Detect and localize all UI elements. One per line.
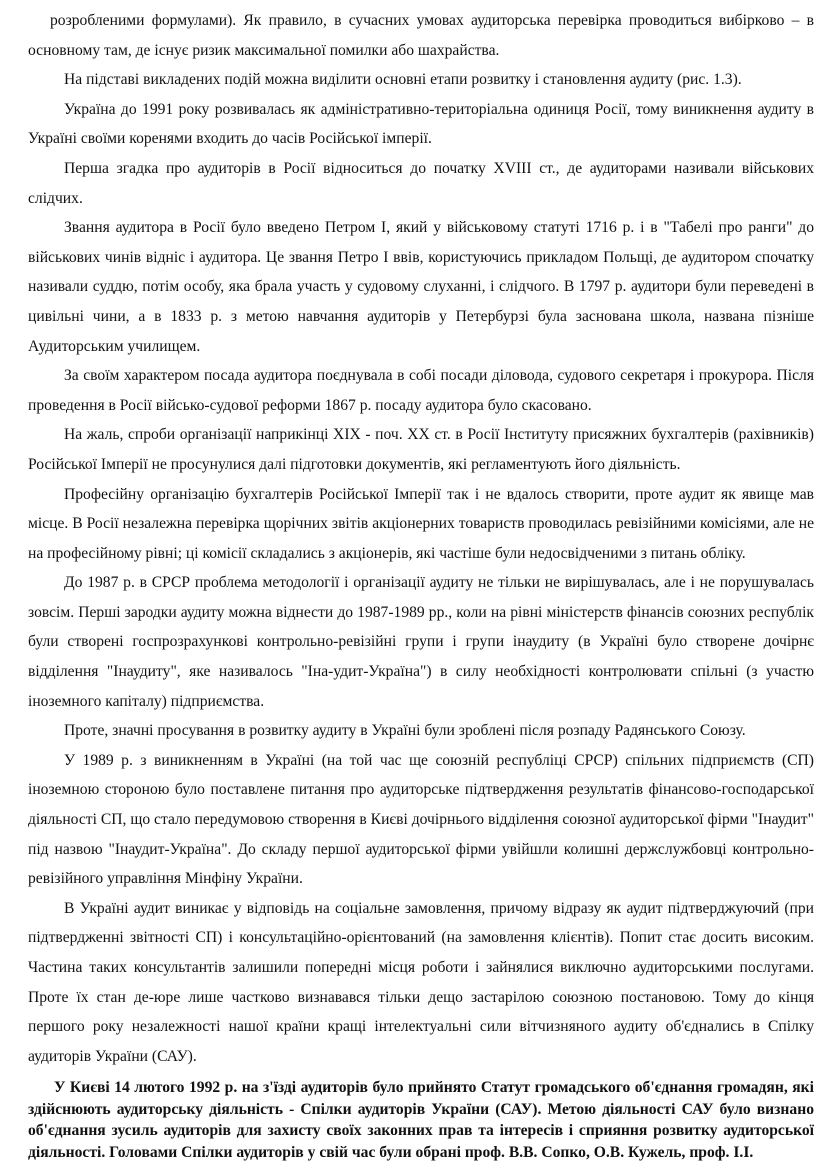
paragraph-peter-i: Звання аудитора в Росії було введено Петром I, який у військовому статуті 1716 р. і в "Табелі про ранги" до військових чинів відніс і аудитора. Це звання Петро I ввів, користуючись прикладом Польщі, де аудитором спочатку називали суддю, потім особу, яка брала участь у судовому слуханні, і слідчого. В 1797 р. аудитори були переведені в цивільні чини, а в 1833 р. з метою навчання аудиторів у Петербурзі була заснована школа, названа пізніше Аудиторським училищем. xyxy=(28,219,814,355)
paragraph-institute-attempt: На жаль, спроби організації наприкінці XIX - поч. XX ст. в Росії Інституту присяжних бухгалтерів (рахівників) Російської Імперії не просунулися далі підготовки документів, які регламентують його діяльність. xyxy=(28,426,814,473)
paragraph-ussr-1987: До 1987 р. в СРСР проблема методології і організації аудиту не тільки не вирішувалась, але і не порушувалась зовсім. Перші зародки аудиту можна віднести до 1987-1989 рр., коли на рівні міністерств фінансів союзних республік були створені госпрозрахункові контрольно-ревізійні групи і групи інаудиту (в Україні було створене дочірнє відділення "Інаудиту", яке називалось "Іна-удит-Україна") в силу необхідності контролювати спільні (з участю іноземного капіталу) підприємства. xyxy=(28,574,814,710)
paragraph-progress: Проте, значні просування в розвитку аудиту в Україні були зроблені після розпаду Радянського Союзу. xyxy=(64,722,746,740)
paragraph-continuation: розробленими формулами). Як правило, в сучасних умовах аудиторська перевірка проводиться вибірково – в основному там, де існує ризик максимальної помилки або шахрайства. xyxy=(28,12,814,59)
paragraph-auditor-role: За своїм характером посада аудитора поєднувала в собі посади діловода, судового секретаря і прокурора. Після проведення в Росії військо-судової реформи 1867 р. посаду аудитора було скасовано. xyxy=(28,367,814,414)
paragraph-statute-1992: У Києві 14 лютого 1992 р. на з'їзді аудиторів було прийнято Статут громадського об'єднання громадян, які здійснюють аудиторську діяльність - Спілки аудиторів України (САУ). Метою діяльності САУ було визнано об'єднання зусиль аудиторів для захисту своїх законних прав та інтересів і сприяння розвитку аудиторської діяльності. Головами Спілки аудиторів у свій час були обрані проф. В.В. Сопко, О.В. Кужель, проф. І.І. xyxy=(28,1079,814,1161)
paragraph-social-demand: В Україні аудит виникає у відповідь на соціальне замовлення, причому відразу як аудит підтверджуючий (при підтвердженні звітності СП) і консультаційно-орієнтований (на замовлення клієнтів). Попит стає досить високим. Частина таких консультантів залишили попередні місця роботи і зайнялися виключно аудиторськими послугами. Проте їх стан де-юре лише частково визнавався тільки дещо застарілою союзною постановою. Тому до кінця першого року незалежності нашої країни кращі інтелектуальні сили вітчизняного аудиту об'єднались в Спілку аудиторів України (САУ). xyxy=(28,899,814,1065)
document-page xyxy=(28,6,814,1163)
paragraph-stages: На підставі викладених подій можна виділити основні етапи розвитку і становлення аудиту (рис. 1.3). xyxy=(64,71,742,89)
paragraph-first-mention: Перша згадка про аудиторів в Росії відноситься до початку XVIII ст., де аудиторами називали військових слідчих. xyxy=(28,159,814,207)
paragraph-ukraine-1991: Україна до 1991 року розвивалась як адміністративно-територіальна одиниця Росії, тому виникнення аудиту в Україні своїми коренями входить до часів Російської імперії. xyxy=(28,100,814,148)
paragraph-professional-org: Професійну організацію бухгалтерів Російської Імперії так і не вдалось створити, проте аудит як явище мав місце. В Росії незалежна перевірка щорічних звітів акціонерних товариств проводилась ревізійними комісіями, але не на професійному рівні; ці комісії складались з акціонерів, які частіше були недосвідченими з питань обліку. xyxy=(28,485,814,562)
paragraph-joint-ventures: У 1989 р. з виникненням в Україні (на той час ще союзній республіці СРСР) спільних підприємств (СП) іноземною стороною було поставлене питання про аудиторське підтвердження результатів фінансово-господарської діяльності СП, що стало передумовою створення в Києві дочірнього відділення союзної аудиторської фірми "Інаудит" під назвою "Інаудит-Україна". До складу першої аудиторської фірми увійшли колишні держслужбовці контрольно-ревізійного управління Мінфіну України. xyxy=(28,751,814,888)
